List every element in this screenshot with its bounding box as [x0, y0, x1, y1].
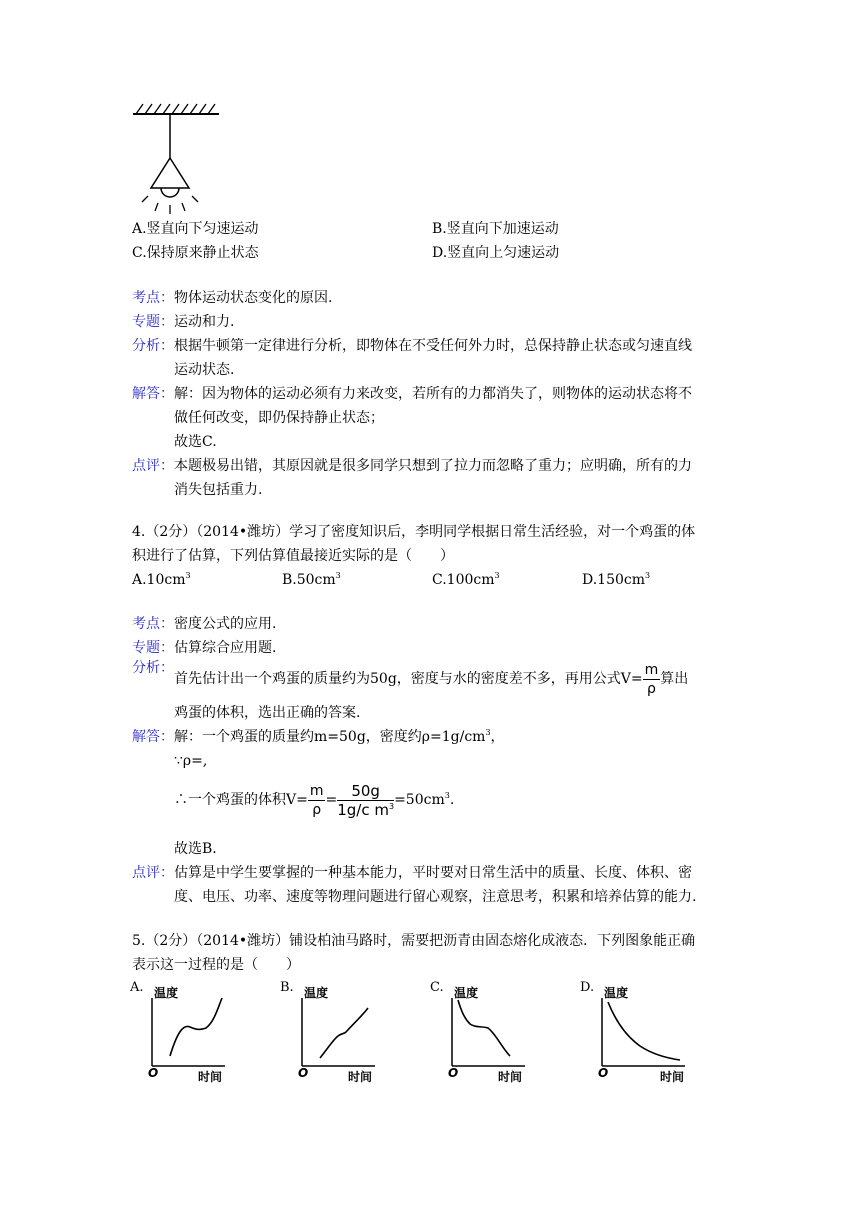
q4-jieda-line3: ∴一个鸡蛋的体积V= $\frac{m}{\rho}$ = $\frac{50g}{1g/c m^3}$ $=50cm^3$.	[174, 781, 455, 819]
q5-stem-line2: 表示这一过程的是（ ）	[132, 957, 300, 973]
jieda-line3: 故选C.	[174, 434, 217, 450]
option-b: B.竖直向下加速运动	[432, 221, 559, 237]
jieda-line2: 做任何改变，即仍保持静止状态；	[174, 410, 384, 426]
q4-jieda-line2: ∵ρ=,	[174, 753, 208, 769]
q4-option-d: $D.150cm^3$	[582, 571, 651, 588]
graph-d: D. 温度 O 时间	[580, 980, 685, 1084]
jieda-row	[132, 383, 692, 405]
option-a: A.竖直向下匀速运动	[132, 221, 259, 237]
dianping-line1: 本题极易出错，其原因就是很多同学只想到了拉力而忽略了重力；应明确，所有的力	[174, 458, 692, 474]
zhuanti-row	[132, 311, 234, 333]
q4-jieda-row: 解答：解：一个鸡蛋的质量约m=50g，密度约$\rho=1g/cm^3$，	[132, 728, 505, 745]
fenxi-line1: 根据牛顿第一定律进行分析，即物体在不受任何外力时，总保持静止状态或匀速直线	[174, 338, 692, 354]
q4-dianping-line2: 度、电压、功率、速度等物理问题进行留心观察，注意思考，积累和培养估算的能力.	[174, 889, 697, 905]
q4-fenxi-line2: 鸡蛋的体积，选出正确的答案.	[174, 705, 361, 721]
hanging-lamp-figure	[128, 100, 224, 218]
q4-fenxi-line1: 首先估计出一个鸡蛋的质量约为50g，密度与水的密度差不多，再用公式V= $\frac{m}{\rho}$ 算出	[174, 661, 689, 697]
option-c: C.保持原来静止状态	[132, 245, 259, 261]
fraction-50g-over-density: $\frac{50g}{1g/c m^3}$	[337, 781, 395, 819]
q4-jieda-label: 解答：	[132, 729, 174, 745]
q4-zhuanti-text: 估算综合应用题.	[174, 640, 277, 656]
q4-kaodian-row	[132, 613, 276, 635]
q4-fenxi-label: 分析：	[132, 660, 174, 676]
graph-b: B. 温度 O 时间	[280, 980, 373, 1084]
q4-option-a: $A.10cm^3$	[132, 571, 191, 588]
fraction-m-over-rho-2: $\frac{m}{\rho}$	[309, 782, 324, 818]
q4-dianping-row: 点评：估算是中学生要掌握的一种基本能力，平时要对日常生活中的质量、长度、体积、密	[132, 865, 692, 881]
option-d: D.竖直向上匀速运动	[432, 245, 560, 261]
jieda-line1: 解：因为物体的运动必须有力来改变，若所有的力都消失了，则物体的运动状态将不	[174, 386, 692, 402]
q4-kaodian-text: 密度公式的应用.	[174, 616, 277, 632]
dianping-line2: 消失包括重力.	[174, 482, 263, 498]
zhuanti-text: 运动和力.	[174, 314, 235, 330]
graph-a: A. 温度 O 时间	[130, 980, 223, 1084]
kaodian-label: 考点：	[132, 290, 174, 306]
q4-option-b: $B.50cm^3$	[282, 571, 341, 588]
fenxi-label: 分析：	[132, 338, 174, 354]
q4-option-c: $C.100cm^3$	[432, 571, 500, 588]
fenxi-row	[132, 335, 692, 357]
q5-stem-line1: 5.（2分）（2014•潍坊）铺设柏油马路时，需要把沥青由固态熔化成液态．下列图象能正确	[132, 933, 696, 949]
graph-c: C. 温度 O 时间	[430, 980, 523, 1084]
q4-jieda-line4: 故选B.	[174, 841, 217, 857]
kaodian-row	[132, 287, 332, 309]
fenxi-line2: 运动状态.	[174, 362, 235, 378]
fraction-m-over-rho: $\frac{m}{\rho}$	[644, 661, 659, 697]
kaodian-text: 物体运动状态变化的原因.	[174, 290, 333, 306]
q4-stem-line1: 4.（2分）（2014•潍坊）学习了密度知识后，李明同学根据日常生活经验，对一个鸡蛋的体	[132, 524, 696, 540]
zhuanti-label: 专题：	[132, 314, 174, 330]
jieda-label: 解答：	[132, 386, 174, 402]
dianping-row	[132, 455, 692, 477]
q4-dianping-label: 点评：	[132, 865, 174, 881]
dianping-label: 点评：	[132, 458, 174, 474]
q4-zhuanti-label: 专题：	[132, 640, 174, 656]
q4-stem-line2: 积进行了估算，下列估算值最接近实际的是（ ）	[132, 548, 454, 564]
q4-kaodian-label: 考点：	[132, 616, 174, 632]
q4-zhuanti-row	[132, 637, 276, 659]
